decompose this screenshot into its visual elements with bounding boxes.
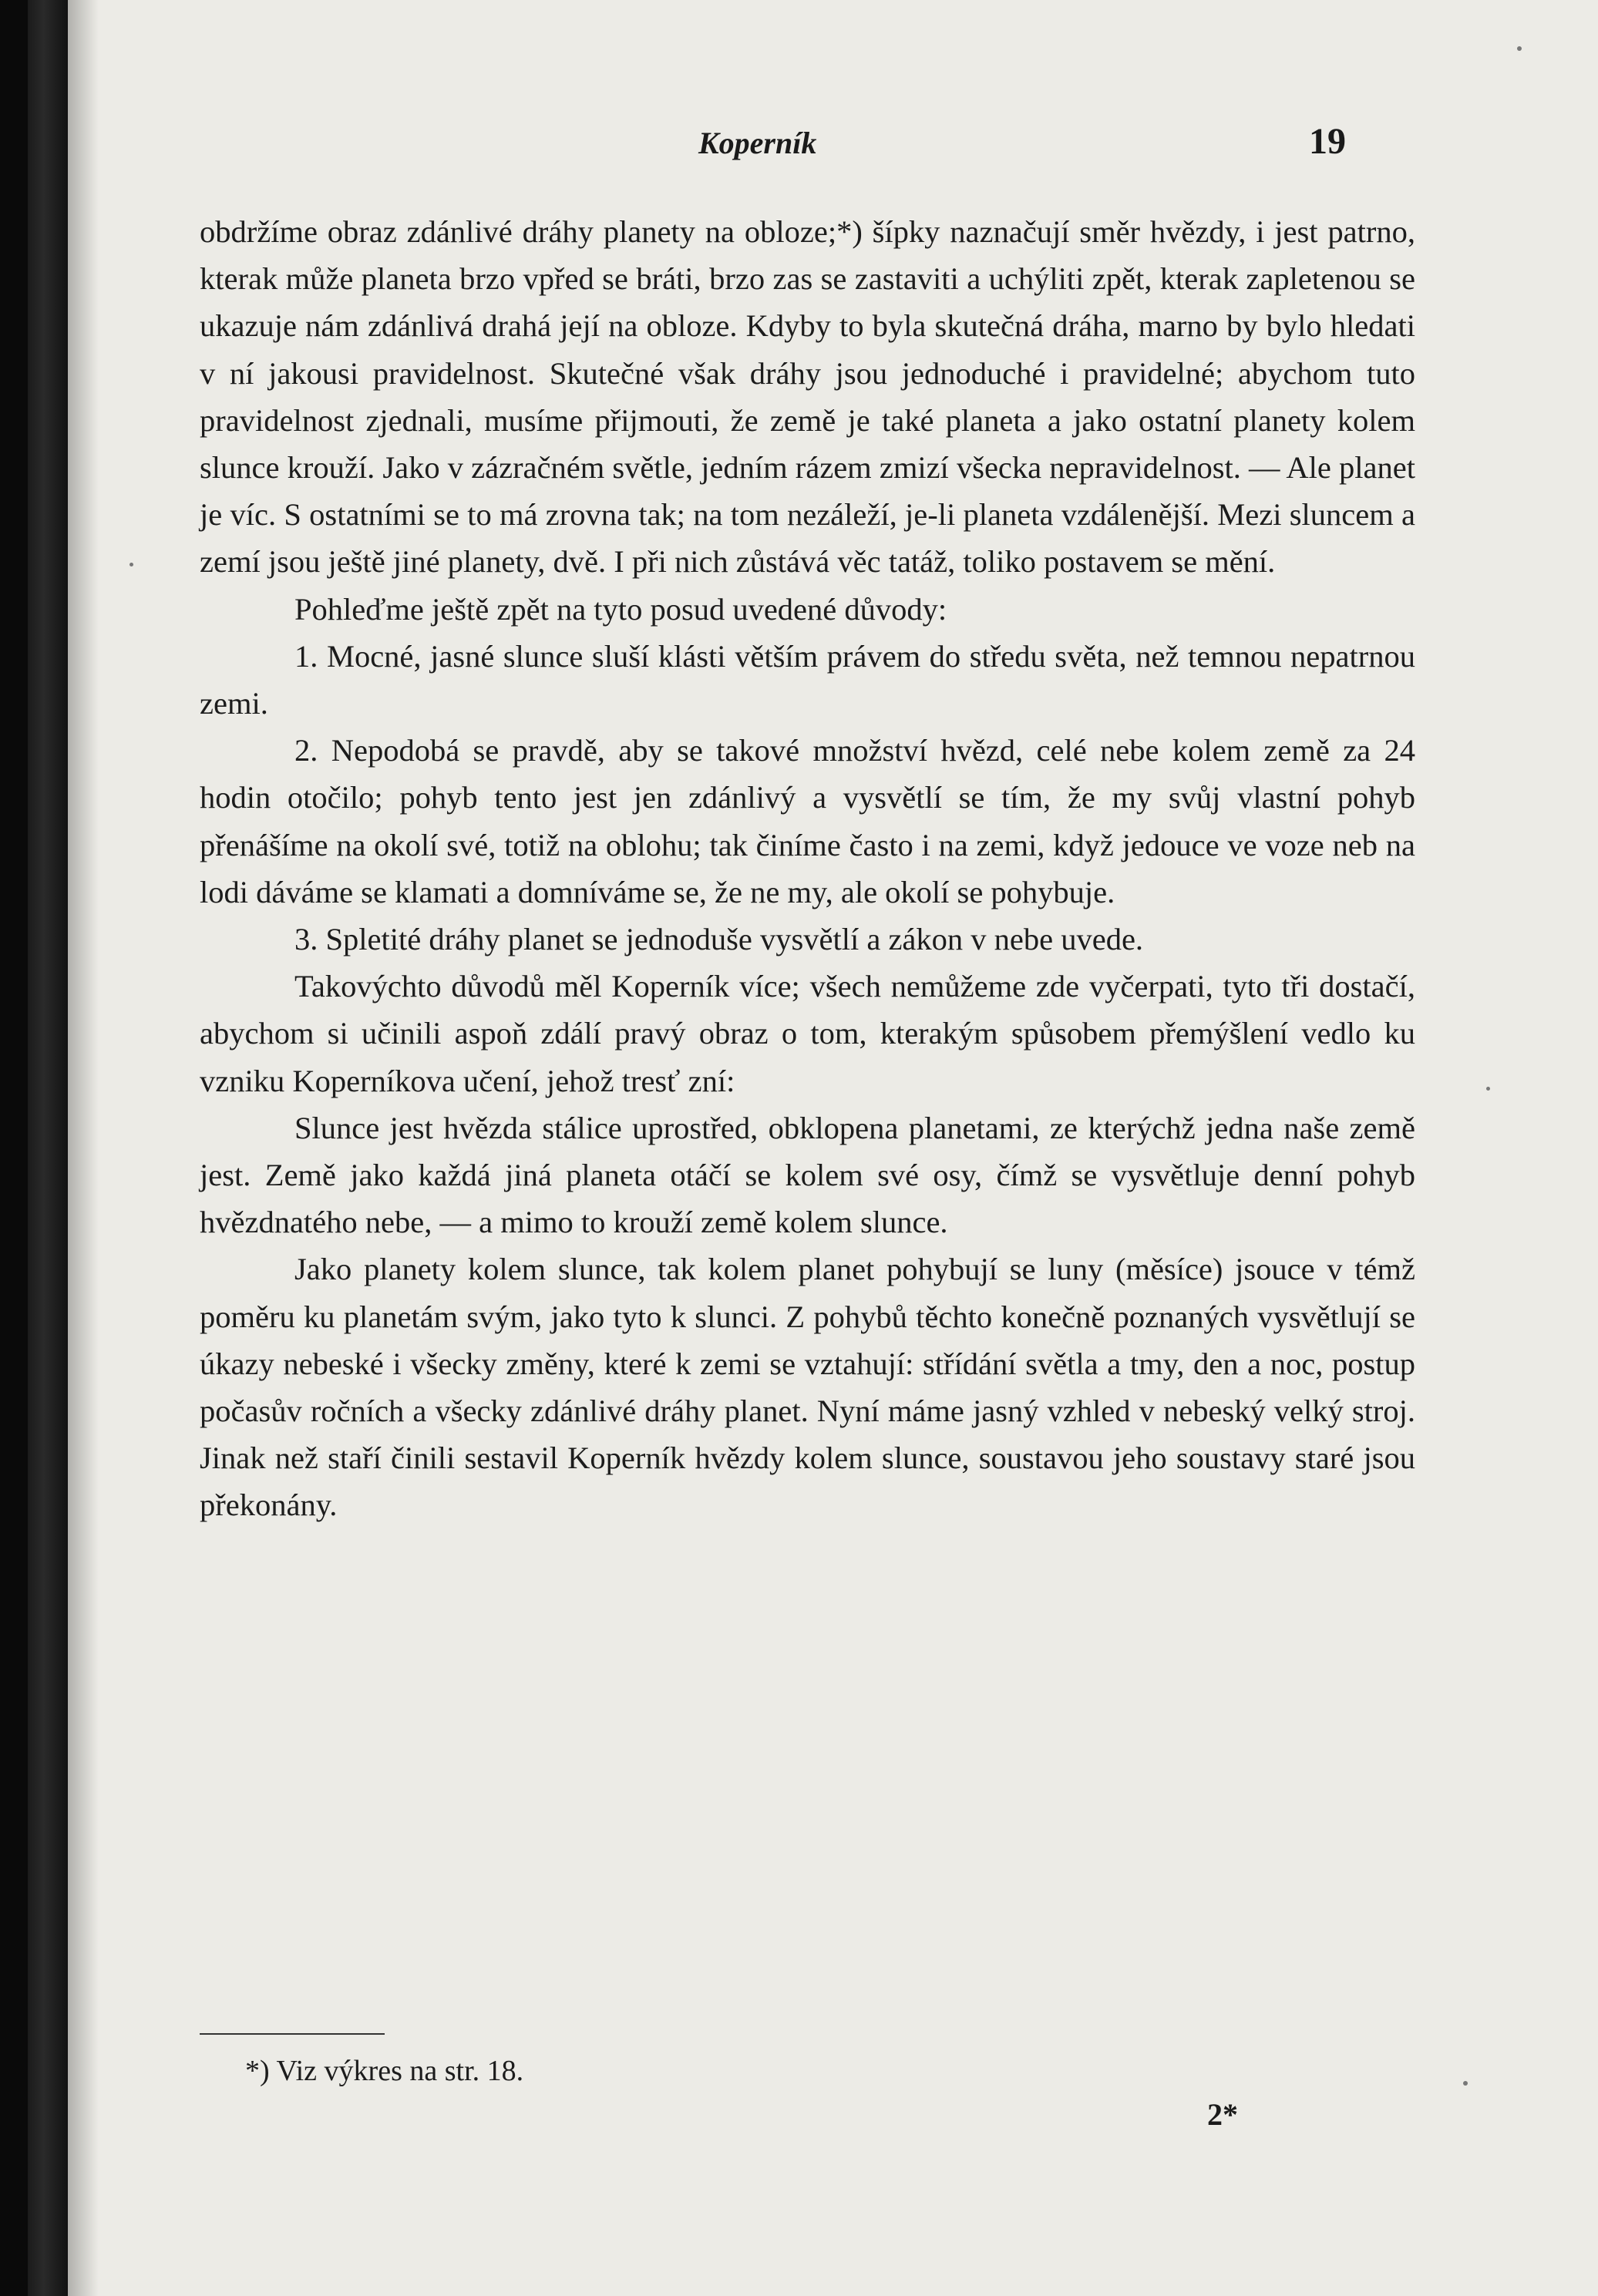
book-spine bbox=[28, 0, 68, 2296]
book-page bbox=[68, 0, 1598, 2296]
footnote-rule bbox=[200, 2033, 385, 2035]
paragraph: Jako planety kolem slunce, tak kolem planet pohybují se luny (měsíce) jsouce v témž poměru ku planetám svým, jako tyto k slunci. Z pohybů těchto konečně poznaných vysvětlují se úkazy nebeské i všecky změny, které k zemi se vztahují: střídání světla a tmy, den a noc, postup počasův ročních a všecky zdánlivé dráhy planet. Nyní máme jasný vzhled v nebeský velký stroj. Jinak než staří činili sestavil Koperník hvězdy kolem slunce, soustavou jeho soustavy staré jsou překonány. bbox=[200, 1252, 1415, 1523]
footnote: *) Viz výkres na str. 18. bbox=[245, 2055, 524, 2087]
paper-speck bbox=[130, 563, 133, 566]
paragraph: Takovýchto důvodů měl Koperník více; všech nemůžeme zde vyčerpati, tyto tři dostačí, abychom si učinili aspoň zdálí pravý obraz o tom, kterakým spůsobem přemýšlení vedlo ku vzniku Koperníkova učení, jehož tresť zní: bbox=[200, 969, 1415, 1098]
page-number: 19 bbox=[1309, 121, 1346, 162]
signature-mark: 2* bbox=[1207, 2097, 1238, 2132]
paragraph: obdržíme obraz zdánlivé dráhy planety na obloze;*) šípky naznačují směr hvězdy, i jest patrno, kterak může planeta brzo vpřed se bráti, brzo zas se zastaviti a uchýliti zpět, kterak zapletenou se ukazuje nám zdánlivá drahá její na obloze. Kdyby to byla skutečná dráha, marno by bylo hledati v ní jakousi pravidelnost. Skutečné však dráhy jsou jednoduché i pravidelné; abychom tuto pravidelnost zjednali, musíme přijmouti, že země je také planeta a jako ostatní planety kolem slunce krouží. Jako v zázračném světle, jedním rázem zmizí všecka nepravidelnost. — Ale planet je víc. S ostatními se to má zrovna tak; na tom nezáleží, je-li planeta vzdálenější. Mezi sluncem a zemí jsou ještě jiné planety, dvě. I při nich zůstává věc tatáž, toliko postavem se mění. bbox=[200, 214, 1415, 580]
main-text bbox=[200, 208, 1415, 1529]
paper-speck bbox=[1486, 1087, 1490, 1091]
list-item: 3. Spletité dráhy planet se jednoduše vysvětlí a zákon v nebe uvede. bbox=[294, 922, 1144, 957]
scan-left-border bbox=[0, 0, 28, 2296]
paper-speck bbox=[1517, 46, 1522, 51]
paper-speck bbox=[1463, 2081, 1468, 2086]
list-item: 1. Mocné, jasné slunce sluší klásti větším právem do středu světa, než temnou nepatrnou zemi. bbox=[200, 638, 1415, 721]
paragraph: Slunce jest hvězda stálice uprostřed, obklopena planetami, ze kterýchž jedna naše země jest. Země jako každá jiná planeta otáčí se kolem své osy, čímž se vysvětluje denní pohyb hvězdnatého nebe, — a mimo to krouží země kolem slunce. bbox=[200, 1110, 1415, 1240]
running-head-title: Koperník bbox=[698, 126, 817, 160]
page-gutter-shadow bbox=[68, 0, 99, 2296]
list-item: 2. Nepodobá se pravdě, aby se takové množství hvězd, celé nebe kolem země za 24 hodin otočilo; pohyb tento jest jen zdánlivý a vysvětlí se tím, že my svůj vlastní pohyb přenášíme na okolí své, totiž na oblohu; tak činíme často i na zemi, když jedouce ve voze neb na lodi dáváme se klamati a domníváme se, že ne my, ale okolí se pohybuje. bbox=[200, 733, 1415, 909]
paragraph: Pohleďme ještě zpět na tyto posud uvedené důvody: bbox=[294, 591, 947, 627]
